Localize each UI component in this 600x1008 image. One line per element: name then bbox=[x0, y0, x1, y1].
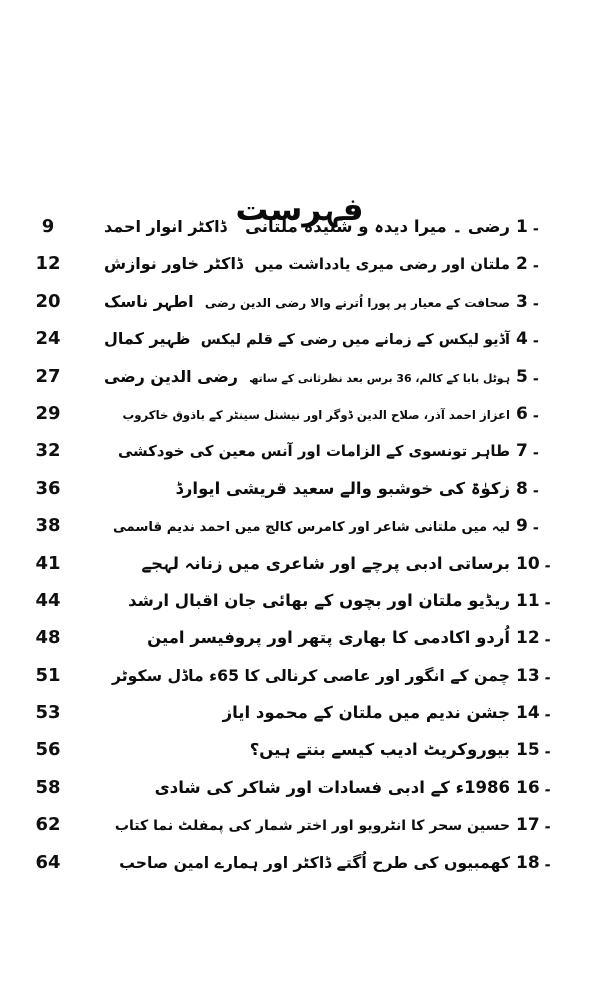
toc-entry-author: اطہر ناسک bbox=[104, 291, 194, 311]
toc-entry-separator: ۔ bbox=[530, 364, 541, 385]
toc-entry-number bbox=[512, 366, 586, 387]
toc-entry-author: ڈاکٹر خاور نوازش bbox=[104, 254, 244, 274]
toc-entry-title[interactable]: طاہر تونسوی کے الزامات اور آنس معین کی خودکشی bbox=[117, 442, 510, 461]
toc-entry-title[interactable]: ہوٹل بابا کے کالم، 36 برس بعد نظرثانی کے ساتھ bbox=[249, 371, 510, 385]
toc-entry-number bbox=[512, 553, 586, 574]
toc-entry-number bbox=[512, 777, 586, 798]
toc-entry-number-value: 12 bbox=[516, 628, 540, 649]
toc-entry-title[interactable]: 1986ء کے ادبی فسادات اور شاکر کی شادی bbox=[154, 777, 510, 797]
toc-row[interactable] bbox=[0, 253, 600, 290]
toc-entry-title[interactable]: جشن ندیم میں ملتان کے محمود ایاز bbox=[222, 703, 510, 723]
toc-entry-number-value: 2 bbox=[516, 254, 528, 275]
toc-entry-number-value: 1 bbox=[516, 217, 528, 237]
toc-row[interactable] bbox=[0, 403, 600, 440]
toc-entry-separator: ۔ bbox=[542, 626, 553, 647]
toc-entry-title[interactable]: بیوروکریٹ ادیب کیسے بنتے ہیں؟ bbox=[249, 740, 510, 760]
toc-entry-number-value: 3 bbox=[516, 291, 528, 312]
toc-entry-separator: ۔ bbox=[542, 813, 553, 834]
toc-entry-page-number[interactable]: 29 bbox=[35, 402, 61, 424]
toc-entry-title[interactable]: اُردو اکادمی کا بھاری پتھر اور پروفیسر امین bbox=[147, 628, 510, 648]
toc-row[interactable] bbox=[0, 814, 600, 851]
toc-entry-number bbox=[512, 814, 586, 835]
toc-entry-title[interactable]: کھمبیوں کی طرح اُگتے ڈاکٹر اور ہمارے امین صاحب bbox=[119, 852, 510, 872]
toc-row[interactable] bbox=[0, 553, 600, 590]
toc-row[interactable] bbox=[0, 478, 600, 515]
toc-entry-title[interactable]: رضی ۔ میرا دیدہ و شنیدہ ملتانی bbox=[245, 217, 510, 236]
toc-entry-separator: ۔ bbox=[530, 289, 541, 310]
toc-entry-number bbox=[512, 702, 586, 723]
toc-row[interactable] bbox=[0, 852, 600, 889]
toc-entry-author: رضی الدین رضی bbox=[104, 366, 238, 386]
toc-entry-page-number[interactable]: 9 bbox=[41, 216, 55, 237]
toc-row[interactable] bbox=[0, 440, 600, 477]
toc-entry-number bbox=[512, 590, 586, 611]
toc-entry-page-number[interactable]: 56 bbox=[35, 739, 61, 761]
toc-row[interactable] bbox=[0, 216, 600, 253]
toc-entry-separator: ۔ bbox=[530, 327, 541, 348]
toc-entry-separator: ۔ bbox=[542, 551, 553, 572]
toc-row[interactable] bbox=[0, 739, 600, 776]
toc-entry-number-value: 10 bbox=[516, 553, 540, 574]
toc-entry-number bbox=[512, 852, 586, 873]
toc-entry-title[interactable]: لیہ میں ملتانی شاعر اور کامرس کالج میں احمد ندیم قاسمی bbox=[112, 520, 510, 536]
toc-entry-title[interactable]: اعزاز احمد آذر، صلاح الدین ڈوگر اور نیشنل سینٹر کے باذوق خاکروب bbox=[122, 407, 510, 422]
toc-entry-separator: ۔ bbox=[530, 514, 541, 535]
toc-entry-separator: ۔ bbox=[530, 252, 541, 273]
toc-entry-separator: ۔ bbox=[530, 476, 541, 497]
toc-entry-title[interactable]: صحافت کے معیار پر پورا اُترنے والا رضی الدین رضی bbox=[204, 295, 510, 310]
toc-entry-page-number[interactable]: 48 bbox=[35, 627, 61, 649]
toc-entry-separator: ۔ bbox=[530, 215, 541, 235]
toc-entry-number-value: 17 bbox=[516, 815, 540, 836]
toc-row[interactable] bbox=[0, 702, 600, 739]
toc-entry-title[interactable]: چمن کے انگور اور عاصی کرنالی کا 65ء ماڈل سکوٹر bbox=[111, 665, 510, 685]
toc-row[interactable] bbox=[0, 328, 600, 365]
toc-entry-number-value: 15 bbox=[516, 740, 540, 761]
toc-entry-page-number[interactable]: 32 bbox=[35, 440, 61, 462]
toc-entry-number bbox=[512, 478, 586, 499]
toc-entry-number bbox=[512, 515, 586, 536]
toc-entry-separator: ۔ bbox=[542, 588, 553, 609]
toc-entry-page-number[interactable]: 27 bbox=[35, 365, 61, 387]
toc-entry-number-value: 5 bbox=[516, 366, 528, 387]
toc-entry-title[interactable]: آڈیو لیکس کے زمانے میں رضی کے قلم لیکس bbox=[200, 332, 510, 349]
toc-entry-separator: ۔ bbox=[542, 738, 553, 759]
toc-entry-separator: ۔ bbox=[542, 663, 553, 684]
toc-entry-title[interactable]: ملتان اور رضی میری یادداشت میں bbox=[254, 255, 510, 274]
toc-row[interactable] bbox=[0, 665, 600, 702]
toc-entry-separator: ۔ bbox=[530, 401, 541, 422]
toc-entry-page-number[interactable]: 44 bbox=[35, 589, 61, 611]
toc-entry-title[interactable]: حسین سحر کا انٹرویو اور اختر شمار کی پمفلٹ نما کتاب bbox=[114, 818, 510, 835]
toc-row[interactable] bbox=[0, 291, 600, 328]
toc-entry-number-value: 8 bbox=[516, 478, 528, 499]
toc-row[interactable] bbox=[0, 515, 600, 552]
toc-entry-page-number[interactable]: 12 bbox=[35, 253, 61, 275]
toc-entry-number bbox=[512, 291, 586, 312]
toc-entry-number bbox=[512, 440, 586, 461]
toc-entry-page-number[interactable]: 24 bbox=[35, 328, 61, 350]
toc-entry-number bbox=[512, 216, 586, 237]
toc-row[interactable] bbox=[0, 777, 600, 814]
toc-entry-page-number[interactable]: 38 bbox=[35, 515, 61, 537]
toc-entry-title[interactable]: برساتی ادبی پرچے اور شاعری میں زنانہ لہجے bbox=[141, 553, 510, 573]
toc-entry-page-number[interactable]: 41 bbox=[35, 552, 61, 574]
toc-entry-number-value: 6 bbox=[516, 403, 528, 424]
page-title: فہرست bbox=[235, 191, 365, 228]
toc-row[interactable] bbox=[0, 627, 600, 664]
toc-entry-page-number[interactable]: 62 bbox=[35, 814, 61, 836]
toc-entry-number-value: 16 bbox=[516, 777, 540, 798]
toc-entry-title[interactable]: زکوٰۃ کی خوشبو والے سعید قریشی ایوارڈ bbox=[175, 478, 510, 498]
toc-entry-number-value: 14 bbox=[516, 703, 540, 724]
toc-entry-number bbox=[512, 328, 586, 349]
toc-entry-number-value: 13 bbox=[516, 665, 540, 686]
toc-entry-number-value: 9 bbox=[516, 516, 528, 537]
toc-entry-author: ڈاکٹر انوار احمد bbox=[104, 217, 227, 236]
toc-entry-number bbox=[512, 627, 586, 648]
toc-entry-page-number[interactable]: 51 bbox=[35, 664, 61, 686]
toc-entry-number bbox=[512, 403, 586, 424]
toc-entry-number-value: 7 bbox=[516, 441, 528, 462]
table-of-contents bbox=[0, 216, 600, 889]
toc-entry-number bbox=[512, 739, 586, 760]
toc-entry-separator: ۔ bbox=[530, 439, 541, 460]
toc-entry-number bbox=[512, 665, 586, 686]
toc-entry-author: ظہیر کمال bbox=[104, 329, 191, 349]
toc-entry-separator: ۔ bbox=[542, 850, 553, 871]
toc-entry-page-number[interactable]: 20 bbox=[35, 290, 61, 312]
toc-entry-number-value: 11 bbox=[516, 590, 540, 611]
toc-entry-page-number[interactable]: 36 bbox=[35, 477, 61, 499]
toc-row[interactable] bbox=[0, 590, 600, 627]
toc-entry-title[interactable]: ریڈیو ملتان اور بچوں کے بھائی جان اقبال ارشد bbox=[128, 590, 510, 610]
toc-entry-number-value: 18 bbox=[516, 852, 540, 873]
toc-entry-separator: ۔ bbox=[542, 701, 553, 722]
toc-entry-page-number[interactable]: 53 bbox=[35, 702, 61, 724]
toc-entry-separator: ۔ bbox=[542, 775, 553, 796]
toc-entry-number-value: 4 bbox=[516, 329, 528, 350]
toc-entry-page-number[interactable]: 64 bbox=[35, 851, 61, 873]
toc-row[interactable] bbox=[0, 366, 600, 403]
toc-entry-page-number[interactable]: 58 bbox=[35, 776, 61, 798]
toc-entry-number bbox=[512, 253, 586, 274]
